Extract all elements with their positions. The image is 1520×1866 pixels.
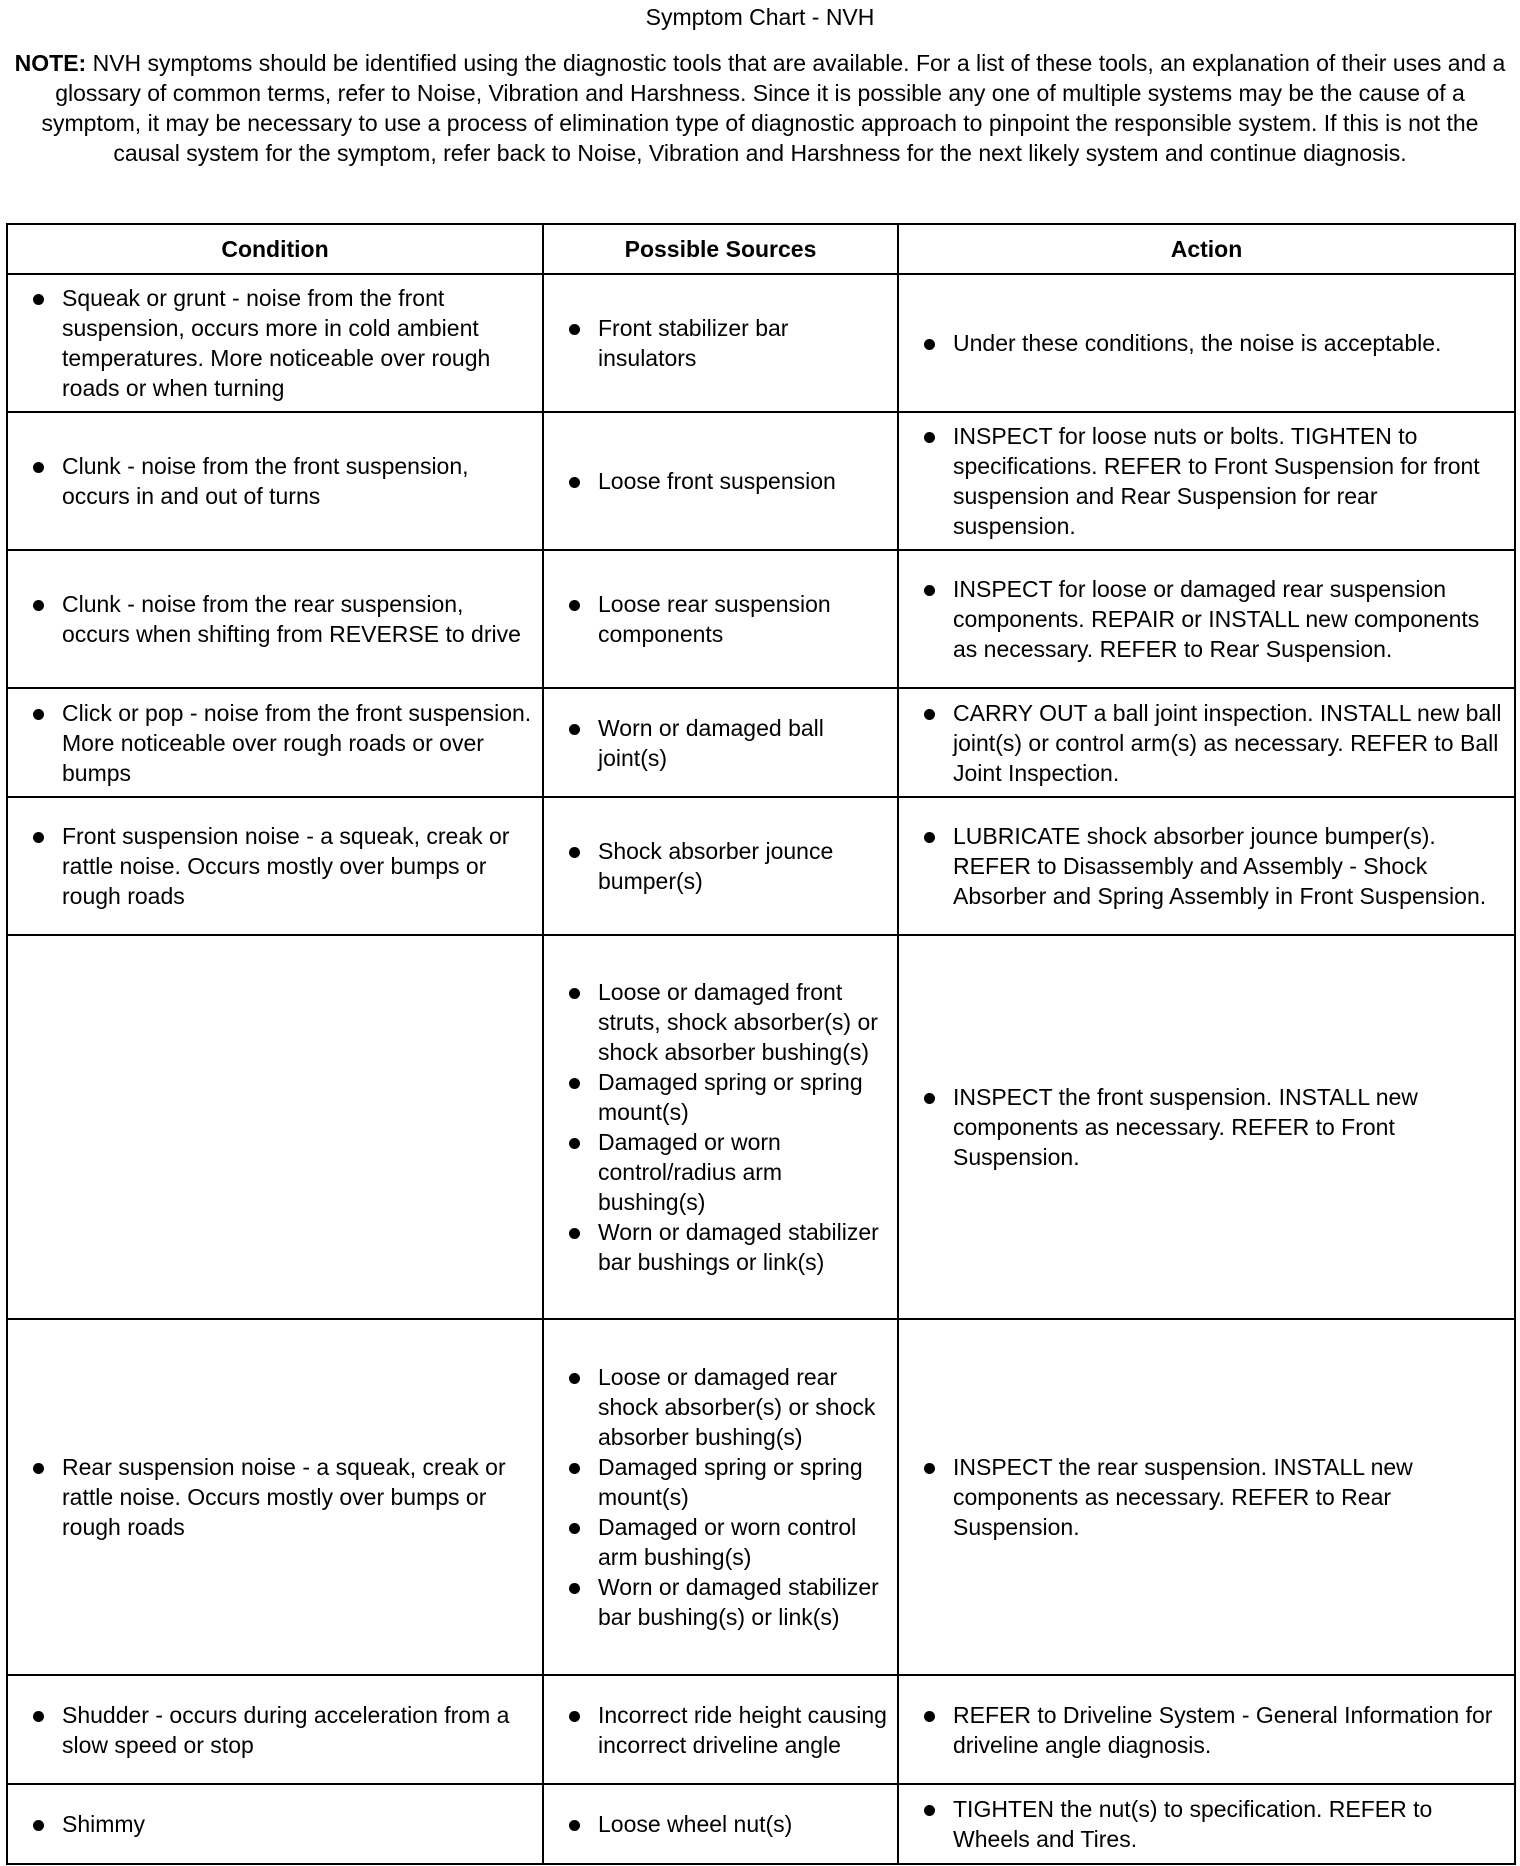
possible-sources-cell bbox=[543, 550, 898, 688]
note-label: NOTE: bbox=[14, 50, 87, 76]
condition-cell bbox=[7, 412, 543, 550]
bullet-list bbox=[566, 313, 889, 373]
bullet-item: Squeak or grunt - noise from the front suspension, occurs more in cold ambient temperatures. More noticeable over rough roads or when turning bbox=[30, 283, 534, 403]
bullet-list bbox=[30, 1700, 534, 1760]
action-cell bbox=[898, 1319, 1515, 1675]
bullet-item: Clunk - noise from the front suspension, occurs in and out of turns bbox=[30, 451, 534, 511]
possible-sources-cell bbox=[543, 1319, 898, 1675]
table-row bbox=[7, 550, 1515, 688]
bullet-item: Click or pop - noise from the front suspension. More noticeable over rough roads or over bumps bbox=[30, 698, 534, 788]
condition-cell bbox=[7, 1319, 543, 1675]
bullet-list bbox=[566, 1809, 889, 1839]
bullet-list bbox=[30, 1809, 534, 1839]
bullet-list bbox=[566, 977, 889, 1277]
bullet-item: LUBRICATE shock absorber jounce bumper(s). REFER to Disassembly and Assembly - Shock Absorber and Spring Assembly in Front Suspension. bbox=[921, 821, 1506, 911]
possible-sources-cell bbox=[543, 274, 898, 412]
bullet-item: Rear suspension noise - a squeak, creak or rattle noise. Occurs mostly over bumps or rough roads bbox=[30, 1452, 534, 1542]
condition-cell bbox=[7, 550, 543, 688]
bullet-item: Loose front suspension bbox=[566, 466, 889, 496]
possible-sources-cell bbox=[543, 797, 898, 935]
action-cell bbox=[898, 412, 1515, 550]
bullet-item: INSPECT the front suspension. INSTALL new components as necessary. REFER to Front Suspension. bbox=[921, 1082, 1506, 1172]
action-cell bbox=[898, 550, 1515, 688]
bullet-item: Shudder - occurs during acceleration from a slow speed or stop bbox=[30, 1700, 534, 1760]
bullet-item: Worn or damaged stabilizer bar bushings or link(s) bbox=[566, 1217, 889, 1277]
bullet-item: INSPECT the rear suspension. INSTALL new components as necessary. REFER to Rear Suspension. bbox=[921, 1452, 1506, 1542]
possible-sources-cell bbox=[543, 1675, 898, 1784]
bullet-item: Front suspension noise - a squeak, creak or rattle noise. Occurs mostly over bumps or rough roads bbox=[30, 821, 534, 911]
condition-cell bbox=[7, 274, 543, 412]
possible-sources-cell bbox=[543, 688, 898, 797]
header-possible-sources: Possible Sources bbox=[543, 224, 898, 274]
bullet-item: Front stabilizer bar insulators bbox=[566, 313, 889, 373]
bullet-list bbox=[30, 698, 534, 788]
bullet-item: Damaged or worn control arm bushing(s) bbox=[566, 1512, 889, 1572]
condition-cell bbox=[7, 688, 543, 797]
action-cell bbox=[898, 688, 1515, 797]
table-row bbox=[7, 274, 1515, 412]
bullet-list bbox=[30, 451, 534, 511]
note-paragraph bbox=[10, 48, 1510, 168]
condition-cell bbox=[7, 935, 543, 1319]
bullet-item: Damaged spring or spring mount(s) bbox=[566, 1067, 889, 1127]
bullet-item: Incorrect ride height causing incorrect driveline angle bbox=[566, 1700, 889, 1760]
bullet-list bbox=[921, 421, 1506, 541]
bullet-list bbox=[30, 589, 534, 649]
bullet-list bbox=[921, 574, 1506, 664]
bullet-item: TIGHTEN the nut(s) to specification. REFER to Wheels and Tires. bbox=[921, 1794, 1506, 1854]
table-row bbox=[7, 1675, 1515, 1784]
bullet-list bbox=[566, 466, 889, 496]
bullet-item: INSPECT for loose or damaged rear suspension components. REPAIR or INSTALL new components as necessary. REFER to Rear Suspension. bbox=[921, 574, 1506, 664]
table-row bbox=[7, 1319, 1515, 1675]
table-row bbox=[7, 1784, 1515, 1864]
possible-sources-cell bbox=[543, 935, 898, 1319]
bullet-item: Shimmy bbox=[30, 1809, 534, 1839]
bullet-item: CARRY OUT a ball joint inspection. INSTALL new ball joint(s) or control arm(s) as necessary. REFER to Ball Joint Inspection. bbox=[921, 698, 1506, 788]
bullet-list bbox=[921, 1700, 1506, 1760]
action-cell bbox=[898, 1784, 1515, 1864]
bullet-item: Under these conditions, the noise is acceptable. bbox=[921, 328, 1506, 358]
header-condition: Condition bbox=[7, 224, 543, 274]
bullet-item: Loose wheel nut(s) bbox=[566, 1809, 889, 1839]
bullet-list bbox=[921, 698, 1506, 788]
bullet-item: REFER to Driveline System - General Information for driveline angle diagnosis. bbox=[921, 1700, 1506, 1760]
bullet-list bbox=[921, 1794, 1506, 1854]
bullet-list bbox=[566, 1362, 889, 1632]
bullet-item: Worn or damaged ball joint(s) bbox=[566, 713, 889, 773]
bullet-item: Damaged or worn control/radius arm bushing(s) bbox=[566, 1127, 889, 1217]
bullet-item: Loose rear suspension components bbox=[566, 589, 889, 649]
condition-cell bbox=[7, 797, 543, 935]
bullet-item: Damaged spring or spring mount(s) bbox=[566, 1452, 889, 1512]
table-header-row bbox=[7, 224, 1515, 274]
bullet-list bbox=[921, 1082, 1506, 1172]
condition-cell bbox=[7, 1675, 543, 1784]
action-cell bbox=[898, 1675, 1515, 1784]
bullet-list bbox=[30, 821, 534, 911]
bullet-list bbox=[921, 1452, 1506, 1542]
bullet-list bbox=[566, 589, 889, 649]
bullet-item: Loose or damaged rear shock absorber(s) or shock absorber bushing(s) bbox=[566, 1362, 889, 1452]
bullet-item: Shock absorber jounce bumper(s) bbox=[566, 836, 889, 896]
possible-sources-cell bbox=[543, 412, 898, 550]
condition-cell bbox=[7, 1784, 543, 1864]
symptom-table bbox=[6, 223, 1516, 1865]
bullet-item: Loose or damaged front struts, shock absorber(s) or shock absorber bushing(s) bbox=[566, 977, 889, 1067]
page-title: Symptom Chart - NVH bbox=[645, 4, 875, 30]
bullet-list bbox=[30, 1452, 534, 1542]
table-row bbox=[7, 797, 1515, 935]
header-action: Action bbox=[898, 224, 1515, 274]
bullet-list bbox=[566, 713, 889, 773]
bullet-item: Clunk - noise from the rear suspension, occurs when shifting from REVERSE to drive bbox=[30, 589, 534, 649]
action-cell bbox=[898, 935, 1515, 1319]
table-row bbox=[7, 935, 1515, 1319]
possible-sources-cell bbox=[543, 1784, 898, 1864]
bullet-list bbox=[566, 1700, 889, 1760]
bullet-list bbox=[30, 283, 534, 403]
action-cell bbox=[898, 274, 1515, 412]
bullet-item: Worn or damaged stabilizer bar bushing(s) or link(s) bbox=[566, 1572, 889, 1632]
bullet-item: INSPECT for loose nuts or bolts. TIGHTEN to specifications. REFER to Front Suspension for front suspension and Rear Suspension for rear suspension. bbox=[921, 421, 1506, 541]
note-text: NVH symptoms should be identified using the diagnostic tools that are available. For a list of these tools, an explanation of their uses and a glossary of common terms, refer to Noise, Vibration and Harshness. Since it is possible any one of multiple systems may be the cause of a symptom, it may be necessary to use a process of elimination type of diagnostic approach to pinpoint the responsible system. If this is not the causal system for the symptom, refer back to Noise, Vibration and Harshness for the next likely system and continue diagnosis. bbox=[41, 50, 1506, 166]
bullet-list bbox=[921, 328, 1506, 358]
bullet-list bbox=[921, 821, 1506, 911]
action-cell bbox=[898, 797, 1515, 935]
table-row bbox=[7, 688, 1515, 797]
bullet-list bbox=[566, 836, 889, 896]
table-row bbox=[7, 412, 1515, 550]
